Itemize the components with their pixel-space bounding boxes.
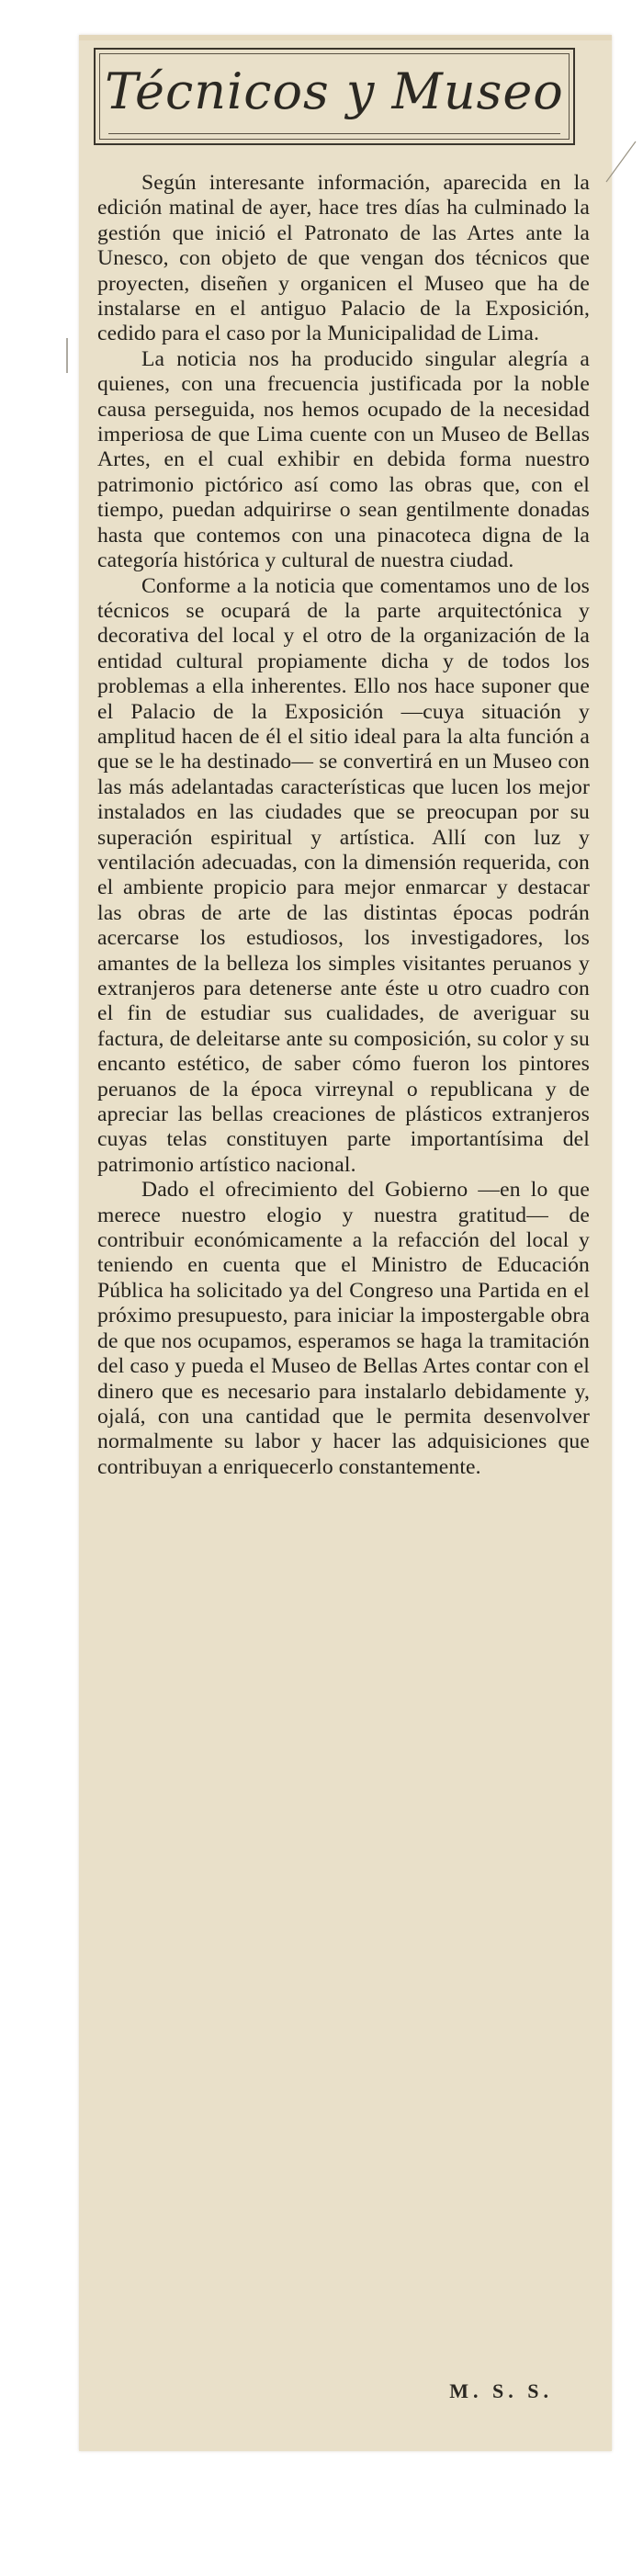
newspaper-clipping	[79, 35, 612, 2451]
article-paragraph: Dado el ofrecimiento del Gobierno —en lo que merece nuestro elogio y nuestra gratitud— de contribuir económicamente a la refacción del local y teniendo en cuenta que el Ministro de Educación Pública ha solicitado ya del Congreso una Partida en el próximo presupuesto, para iniciar la impostergable obra de que nos ocupamos, esperamos se haga la tramitación del caso y pueda el Museo de Bellas Artes contar con el dinero que es necesario para instalarlo debidamente y, ojalá, con una cantidad que le permita desenvolver normalmente su labor y hacer las adquisiciones que contribuyan a enriquecerlo constantemente.	[97, 1178, 590, 1479]
title-frame	[94, 48, 575, 145]
clipping-top-edge	[79, 35, 612, 40]
article-paragraph: Según interesante información, aparecida en la edición matinal de ayer, hace tres días ha culminado la gestión que inició el Patronato de las Artes ante la Unesco, con objeto de que vengan dos técnicos que proyecten, diseñen y organicen el Museo que ha de instalarse en el antiguo Palacio de la Exposición, cedido para el caso por la Municipalidad de Lima.	[97, 171, 590, 346]
title-underline	[108, 133, 560, 134]
margin-pencil-mark	[66, 338, 68, 373]
page-fold-mark	[603, 138, 639, 184]
article-title: Técnicos y Museo	[105, 62, 564, 120]
article-paragraph: La noticia nos ha producido singular alegría a quienes, con una frecuencia justificada por la noble causa perseguida, nos hemos ocupado de la necesidad imperiosa de que Lima cuente con un Museo de Bellas Artes, en el cual exhibir en debida forma nuestro patrimonio pictórico así como las obras que, con el tiempo, puedan adquirirse o sean gentilmente donadas hasta que contemos con una pinacoteca digna de la categoría histórica y cultural de nuestra ciudad.	[97, 346, 590, 573]
author-signature: M. S. S.	[449, 2379, 553, 2402]
article-paragraph: Conforme a la noticia que comentamos uno de los técnicos se ocupará de la parte arquitectónica y decorativa del local y el otro de la organización de la entidad cultural propiamente dicha y de todos los problemas a ella inherentes. Ello nos hace suponer que el Palacio de la Exposición —cuya situación y amplitud hacen de él el sitio ideal para la alta función a que se le ha destinado— se convertirá en un Museo con las más adelantadas características que lucen los mejor instalados en las ciudades que se preocupan por su superación espiritual y artística. Allí con luz y ventilación adecuadas, con la dimensión requerida, con el ambiente propicio para mejor enmarcar y destacar las obras de arte de las distintas épocas podrán acercarse los estudiosos, los investigadores, los amantes de la belleza los simples visitantes peruanos y extranjeros para detenerse ante éste u otro cuadro con el fin de estudiar sus cualidades, de averiguar su factura, de deleitarse ante su composición, su color y su encanto estético, de saber cómo fueron los pintores peruanos de la época virreynal o republicana y de apreciar las bellas creaciones de plásticos extranjeros cuyas telas constituyen parte importantísima del patrimonio artístico nacional.	[97, 573, 590, 1177]
article-body	[97, 171, 590, 1480]
